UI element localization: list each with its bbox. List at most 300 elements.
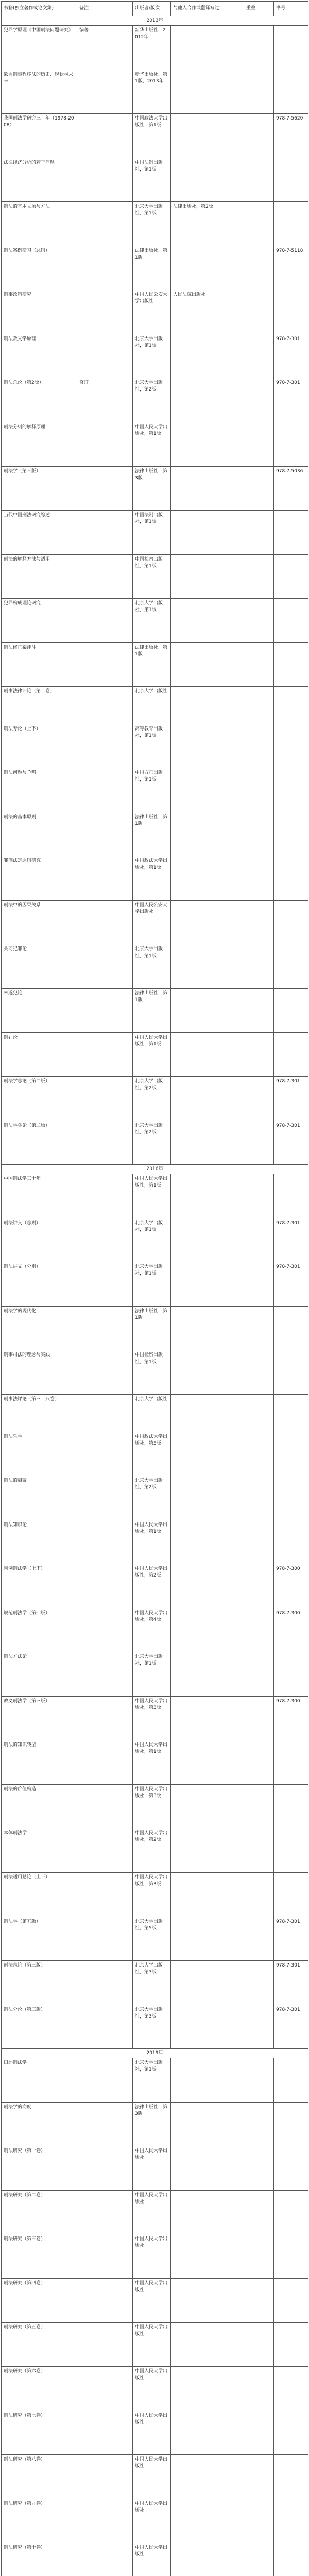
- coauthor-cell: [171, 2234, 244, 2279]
- table-row: [2, 2102, 308, 2146]
- publisher-cell: 新华出版社，2012年: [133, 26, 171, 70]
- note-cell: [77, 724, 133, 768]
- note-cell: [77, 642, 133, 687]
- coauthor-cell: [171, 2411, 244, 2455]
- note-cell: [77, 290, 133, 334]
- publisher-cell: 中国人民大学出版社: [133, 2323, 171, 2367]
- overlap-cell: [244, 202, 274, 246]
- coauthor-cell: [171, 1564, 244, 1608]
- note-cell: [77, 1564, 133, 1608]
- book-title-cell: 刑法研究（第八卷）: [2, 2455, 77, 2499]
- book-title-cell: 我国刑法学研究三十年（1978-2008）: [2, 114, 77, 158]
- coauthor-cell: [171, 2102, 244, 2146]
- isbn-cell: [274, 2543, 308, 2576]
- overlap-cell: [244, 378, 274, 422]
- overlap-cell: [244, 599, 274, 643]
- book-title-cell: 犯罪学原理《中国刑法问题研究》: [2, 26, 77, 70]
- coauthor-cell: [171, 1121, 244, 1165]
- publisher-cell: 中国人民大学出版社，第4版: [133, 1608, 171, 1652]
- coauthor-cell: [171, 812, 244, 856]
- publisher-cell: 中国检察出版社，第1版: [133, 554, 171, 599]
- overlap-cell: [244, 158, 274, 202]
- coauthor-cell: [171, 1652, 244, 1697]
- isbn-cell: [274, 70, 308, 114]
- publisher-cell: 北京大学出版社，第2版: [133, 1476, 171, 1520]
- book-title-cell: 刑法研究（第五卷）: [2, 2323, 77, 2367]
- book-title-cell: 刑法问题与争鸣: [2, 768, 77, 812]
- book-title-cell: 刑法的启蒙: [2, 1476, 77, 1520]
- coauthor-cell: [171, 1608, 244, 1652]
- book-title-cell: 刑事司法的理念与实践: [2, 1350, 77, 1395]
- table-row: [2, 812, 308, 856]
- book-title-cell: 刑法的基本立场与方法: [2, 202, 77, 246]
- coauthor-cell: [171, 900, 244, 944]
- overlap-cell: [244, 466, 274, 511]
- book-title-cell: 刑法研究（第三卷）: [2, 2234, 77, 2279]
- table-row: [2, 2499, 308, 2543]
- table-row: [2, 158, 308, 202]
- table-row: [2, 1174, 308, 1218]
- isbn-cell: [274, 202, 308, 246]
- table-row: [2, 2234, 308, 2279]
- book-title-cell: 刑法研究（第九卷）: [2, 2499, 77, 2543]
- book-title-cell: 刑法知识论: [2, 1520, 77, 1564]
- isbn-cell: 978-7-301: [274, 1121, 308, 1165]
- publisher-cell: 北京大学出版社: [133, 1395, 171, 1432]
- note-cell: [77, 1476, 133, 1520]
- note-cell: [77, 1032, 133, 1077]
- table-row: [2, 1520, 308, 1564]
- note-cell: [77, 1432, 133, 1476]
- publisher-cell: 中国人民大学出版社，第3版: [133, 1872, 171, 1917]
- note-cell: [77, 2146, 133, 2191]
- book-title-cell: 刑法总论（第2版）: [2, 378, 77, 422]
- isbn-cell: [274, 1174, 308, 1218]
- coauthor-cell: [171, 768, 244, 812]
- overlap-cell: [244, 70, 274, 114]
- publisher-cell: 北京大学出版社，第1版: [133, 1262, 171, 1307]
- header-isbn: 书号: [274, 2, 308, 16]
- isbn-cell: [274, 2234, 308, 2279]
- isbn-cell: [274, 1350, 308, 1395]
- isbn-cell: [274, 724, 308, 768]
- isbn-cell: [274, 1828, 308, 1873]
- publisher-cell: 中国人民大学出版社: [133, 2278, 171, 2323]
- isbn-cell: [274, 599, 308, 643]
- book-title-cell: 刑罚论: [2, 1032, 77, 1077]
- coauthor-cell: [171, 1476, 244, 1520]
- table-row: [2, 378, 308, 422]
- publisher-cell: 法律出版社，第1版: [133, 812, 171, 856]
- table-row: [2, 900, 308, 944]
- overlap-cell: [244, 1520, 274, 1564]
- book-title-cell: 刑法教义学原理: [2, 334, 77, 378]
- publisher-cell: 中国人民大学出版社，第3版: [133, 1784, 171, 1828]
- isbn-cell: [274, 1032, 308, 1077]
- table-row: [2, 290, 308, 334]
- publisher-cell: 中国人民大学出版社: [133, 2234, 171, 2279]
- isbn-cell: 978-7-301: [274, 1077, 308, 1121]
- isbn-cell: [274, 2058, 308, 2103]
- publisher-cell: 中国法制出版社，第1版: [133, 158, 171, 202]
- isbn-cell: [274, 768, 308, 812]
- note-cell: [77, 944, 133, 989]
- book-title-cell: 判例刑法学（上下）: [2, 1564, 77, 1608]
- coauthor-cell: [171, 1218, 244, 1262]
- note-cell: [77, 466, 133, 511]
- overlap-cell: [244, 511, 274, 555]
- isbn-cell: [274, 26, 308, 70]
- year-divider-row: [2, 2049, 308, 2058]
- publisher-cell: 中国检察出版社，第1版: [133, 1350, 171, 1395]
- publisher-cell: 法律出版社，第1版: [133, 1306, 171, 1350]
- book-title-cell: 刑法修正案评注: [2, 642, 77, 687]
- publisher-cell: 中国人民大学出版社，第2版: [133, 1828, 171, 1873]
- coauthor-cell: [171, 1520, 244, 1564]
- note-cell: [77, 856, 133, 901]
- table-row: [2, 1828, 308, 1873]
- publisher-cell: 中国人民大学出版社，第1版: [133, 1032, 171, 1077]
- table-row: [2, 687, 308, 724]
- coauthor-cell: [171, 246, 244, 290]
- publisher-cell: 北京大学出版社，第2版: [133, 1121, 171, 1165]
- note-cell: [77, 1696, 133, 1740]
- note-cell: [77, 70, 133, 114]
- coauthor-cell: [171, 2278, 244, 2323]
- book-title-cell: 本体刑法学: [2, 1828, 77, 1873]
- publisher-cell: 中国人民大学出版社，第2版: [133, 1564, 171, 1608]
- publisher-cell: 中国人民大学出版社，第1版: [133, 1174, 171, 1218]
- publisher-cell: 法律出版社，第1版: [133, 642, 171, 687]
- isbn-cell: [274, 1784, 308, 1828]
- table-row: [2, 554, 308, 599]
- coauthor-cell: [171, 1077, 244, 1121]
- overlap-cell: [244, 1961, 274, 2005]
- book-title-cell: 教义刑法学（第三版）: [2, 1696, 77, 1740]
- overlap-cell: [244, 334, 274, 378]
- note-cell: [77, 599, 133, 643]
- book-title-cell: 罪刑法定原则研究: [2, 856, 77, 901]
- overlap-cell: [244, 687, 274, 724]
- note-cell: [77, 1262, 133, 1307]
- note-cell: [77, 1174, 133, 1218]
- isbn-cell: [274, 2190, 308, 2234]
- coauthor-cell: [171, 856, 244, 901]
- table-row: [2, 70, 308, 114]
- isbn-cell: 978-7-5118: [274, 246, 308, 290]
- note-cell: [77, 2005, 133, 2049]
- note-cell: [77, 2234, 133, 2279]
- note-cell: [77, 422, 133, 466]
- publisher-cell: 中国人民公安大学出版社: [133, 900, 171, 944]
- overlap-cell: [244, 1564, 274, 1608]
- note-cell: [77, 1872, 133, 1917]
- table-row: [2, 2367, 308, 2411]
- overlap-cell: [244, 1350, 274, 1395]
- book-title-cell: 刑法研究（第六卷）: [2, 2367, 77, 2411]
- header-overlap: 重叠: [244, 2, 274, 16]
- note-cell: [77, 554, 133, 599]
- table-row: [2, 724, 308, 768]
- book-title-cell: 刑法案例研习（总则）: [2, 246, 77, 290]
- table-row: [2, 1350, 308, 1395]
- overlap-cell: [244, 2455, 274, 2499]
- publisher-cell: 中国法制出版社，第1版: [133, 511, 171, 555]
- publisher-cell: 北京大学出版社，第2版: [133, 378, 171, 422]
- book-title-cell: 刑法的解释方法与适用: [2, 554, 77, 599]
- note-cell: [77, 2323, 133, 2367]
- note-cell: [77, 1961, 133, 2005]
- coauthor-cell: 法律出版社，第2版: [171, 202, 244, 246]
- book-title-cell: 刑法总论（第三版）: [2, 1961, 77, 2005]
- isbn-cell: [274, 2102, 308, 2146]
- overlap-cell: [244, 1740, 274, 1785]
- table-row: [2, 2455, 308, 2499]
- publisher-cell: 中国人民大学出版社: [133, 2411, 171, 2455]
- isbn-cell: [274, 290, 308, 334]
- coauthor-cell: 人民法院出版社: [171, 290, 244, 334]
- book-title-cell: 刑法分论（第三版）: [2, 2005, 77, 2049]
- publisher-cell: 北京大学出版社，第1版: [133, 2058, 171, 2103]
- note-cell: 修订: [77, 378, 133, 422]
- overlap-cell: [244, 1652, 274, 1697]
- isbn-cell: [274, 2455, 308, 2499]
- book-title-cell: 刑法研究（第四卷）: [2, 2278, 77, 2323]
- book-title-cell: 刑法学的现代化: [2, 1306, 77, 1350]
- book-title-cell: 刑法学（第三版）: [2, 466, 77, 511]
- overlap-cell: [244, 812, 274, 856]
- year-label: 2013年: [2, 16, 308, 26]
- overlap-cell: [244, 2102, 274, 2146]
- isbn-cell: 978-7-300: [274, 1608, 308, 1652]
- isbn-cell: [274, 1740, 308, 1785]
- note-cell: [77, 768, 133, 812]
- isbn-cell: [274, 944, 308, 989]
- coauthor-cell: [171, 158, 244, 202]
- coauthor-cell: [171, 944, 244, 989]
- overlap-cell: [244, 26, 274, 70]
- isbn-cell: 978-7-301: [274, 1218, 308, 1262]
- note-cell: [77, 1077, 133, 1121]
- publisher-cell: 北京大学出版社，第2版: [133, 1077, 171, 1121]
- book-title-cell: 刑法研究（第十卷）: [2, 2543, 77, 2576]
- coauthor-cell: [171, 1032, 244, 1077]
- overlap-cell: [244, 1917, 274, 1961]
- isbn-cell: 978-7-5036: [274, 466, 308, 511]
- overlap-cell: [244, 1077, 274, 1121]
- isbn-cell: [274, 1652, 308, 1697]
- publisher-cell: 中国方正出版社，第1版: [133, 768, 171, 812]
- publisher-cell: 中国人民公安大学出版社: [133, 290, 171, 334]
- table-row: [2, 1306, 308, 1350]
- coauthor-cell: [171, 422, 244, 466]
- year-label: 2016年: [2, 1165, 308, 1174]
- publisher-cell: 中国政法大学出版社，第1版: [133, 114, 171, 158]
- note-cell: [77, 2411, 133, 2455]
- table-row: [2, 1432, 308, 1476]
- coauthor-cell: [171, 1306, 244, 1350]
- note-cell: [77, 1218, 133, 1262]
- isbn-cell: [274, 856, 308, 901]
- table-row: [2, 989, 308, 1033]
- overlap-cell: [244, 2367, 274, 2411]
- table-row: [2, 856, 308, 901]
- coauthor-cell: [171, 114, 244, 158]
- table-row: [2, 246, 308, 290]
- book-title-cell: 刑法学（第五版）: [2, 1917, 77, 1961]
- isbn-cell: 978-7-301: [274, 2005, 308, 2049]
- catalog-body: [2, 16, 308, 2576]
- overlap-cell: [244, 2543, 274, 2576]
- book-title-cell: 刑法适用总论（上下）: [2, 1872, 77, 1917]
- isbn-cell: [274, 989, 308, 1033]
- isbn-cell: [274, 1476, 308, 1520]
- table-row: [2, 599, 308, 643]
- isbn-cell: [274, 1520, 308, 1564]
- overlap-cell: [244, 1828, 274, 1873]
- header-coauthor: 与他人合作或翻译写过: [171, 2, 244, 16]
- book-title-cell: 刑法的价值构造: [2, 1784, 77, 1828]
- note-cell: [77, 334, 133, 378]
- overlap-cell: [244, 989, 274, 1033]
- book-title-cell: 欧盟刑事程序法的历史、现状与未来: [2, 70, 77, 114]
- isbn-cell: 978-7-301: [274, 1917, 308, 1961]
- table-row: [2, 511, 308, 555]
- coauthor-cell: [171, 642, 244, 687]
- overlap-cell: [244, 2190, 274, 2234]
- note-cell: [77, 1121, 133, 1165]
- isbn-cell: [274, 2367, 308, 2411]
- coauthor-cell: [171, 1828, 244, 1873]
- coauthor-cell: [171, 1432, 244, 1476]
- publisher-cell: 中国人民大学出版社: [133, 2543, 171, 2576]
- note-cell: [77, 1395, 133, 1432]
- book-title-cell: 刑事政策研究: [2, 290, 77, 334]
- coauthor-cell: [171, 1784, 244, 1828]
- note-cell: [77, 989, 133, 1033]
- overlap-cell: [244, 642, 274, 687]
- overlap-cell: [244, 422, 274, 466]
- coauthor-cell: [171, 2367, 244, 2411]
- overlap-cell: [244, 2323, 274, 2367]
- book-title-cell: 口述刑法学: [2, 2058, 77, 2103]
- coauthor-cell: [171, 2455, 244, 2499]
- table-row: [2, 26, 308, 70]
- table-row: [2, 1608, 308, 1652]
- coauthor-cell: [171, 2146, 244, 2191]
- year-divider-row: [2, 16, 308, 26]
- note-cell: [77, 114, 133, 158]
- isbn-cell: [274, 422, 308, 466]
- coauthor-cell: [171, 989, 244, 1033]
- book-title-cell: 未遂犯论: [2, 989, 77, 1033]
- table-row: [2, 1917, 308, 1961]
- coauthor-cell: [171, 1872, 244, 1917]
- overlap-cell: [244, 2411, 274, 2455]
- overlap-cell: [244, 856, 274, 901]
- isbn-cell: [274, 900, 308, 944]
- book-title-cell: 规范刑法学（第四版）: [2, 1608, 77, 1652]
- table-row: [2, 466, 308, 511]
- table-row: [2, 2190, 308, 2234]
- table-row: [2, 1077, 308, 1121]
- book-title-cell: 刑法讲义（总则）: [2, 1218, 77, 1262]
- publisher-cell: 中国人民大学出版社，第1版: [133, 1520, 171, 1564]
- isbn-cell: 978-7-300: [274, 1696, 308, 1740]
- publisher-cell: 中国政法大学出版社，第5版: [133, 1432, 171, 1476]
- table-row: [2, 1395, 308, 1432]
- note-cell: [77, 1784, 133, 1828]
- table-row: [2, 1564, 308, 1608]
- note-cell: [77, 1652, 133, 1697]
- year-label: 2019年: [2, 2049, 308, 2058]
- coauthor-cell: [171, 1262, 244, 1307]
- book-title-cell: 刑法研究（第二卷）: [2, 2190, 77, 2234]
- table-row: [2, 2146, 308, 2191]
- note-cell: [77, 2058, 133, 2103]
- coauthor-cell: [171, 466, 244, 511]
- overlap-cell: [244, 1174, 274, 1218]
- note-cell: [77, 158, 133, 202]
- coauthor-cell: [171, 554, 244, 599]
- publisher-cell: 法律出版社，第1版: [133, 246, 171, 290]
- isbn-cell: [274, 1432, 308, 1476]
- coauthor-cell: [171, 724, 244, 768]
- note-cell: [77, 1306, 133, 1350]
- publisher-cell: 中国人民大学出版社，第3版: [133, 1696, 171, 1740]
- note-cell: [77, 2278, 133, 2323]
- table-row: [2, 2278, 308, 2323]
- overlap-cell: [244, 1476, 274, 1520]
- coauthor-cell: [171, 1350, 244, 1395]
- overlap-cell: [244, 724, 274, 768]
- isbn-cell: [274, 2146, 308, 2191]
- isbn-cell: 978-7-301: [274, 334, 308, 378]
- header-note: 备注: [77, 2, 133, 16]
- note-cell: [77, 2455, 133, 2499]
- note-cell: [77, 246, 133, 290]
- coauthor-cell: [171, 2190, 244, 2234]
- book-title-cell: 刑法的知识转型: [2, 1740, 77, 1785]
- book-title-cell: 刑事法律评论（第十卷）: [2, 687, 77, 724]
- note-cell: [77, 812, 133, 856]
- table-row: [2, 1696, 308, 1740]
- book-title-cell: 中国刑法学三十年: [2, 1174, 77, 1218]
- table-row: [2, 2543, 308, 2576]
- publisher-cell: 中国人民大学出版社: [133, 2146, 171, 2191]
- isbn-cell: [274, 642, 308, 687]
- coauthor-cell: [171, 1696, 244, 1740]
- overlap-cell: [244, 1121, 274, 1165]
- isbn-cell: 978-7-300: [274, 1564, 308, 1608]
- publisher-cell: 中国人民大学出版社: [133, 2499, 171, 2543]
- overlap-cell: [244, 2278, 274, 2323]
- overlap-cell: [244, 1395, 274, 1432]
- note-cell: [77, 1917, 133, 1961]
- book-title-cell: 刑法学总论（第二版）: [2, 1077, 77, 1121]
- publisher-cell: 中国人民大学出版社: [133, 2190, 171, 2234]
- coauthor-cell: [171, 378, 244, 422]
- isbn-cell: 978-7-301: [274, 1262, 308, 1307]
- book-title-cell: 共同犯罪论: [2, 944, 77, 989]
- table-row: [2, 202, 308, 246]
- table-row: [2, 1032, 308, 1077]
- publisher-cell: 中国人民大学出版社: [133, 2367, 171, 2411]
- table-row: [2, 642, 308, 687]
- overlap-cell: [244, 1608, 274, 1652]
- book-title-cell: 刑法研究（第七卷）: [2, 2411, 77, 2455]
- overlap-cell: [244, 554, 274, 599]
